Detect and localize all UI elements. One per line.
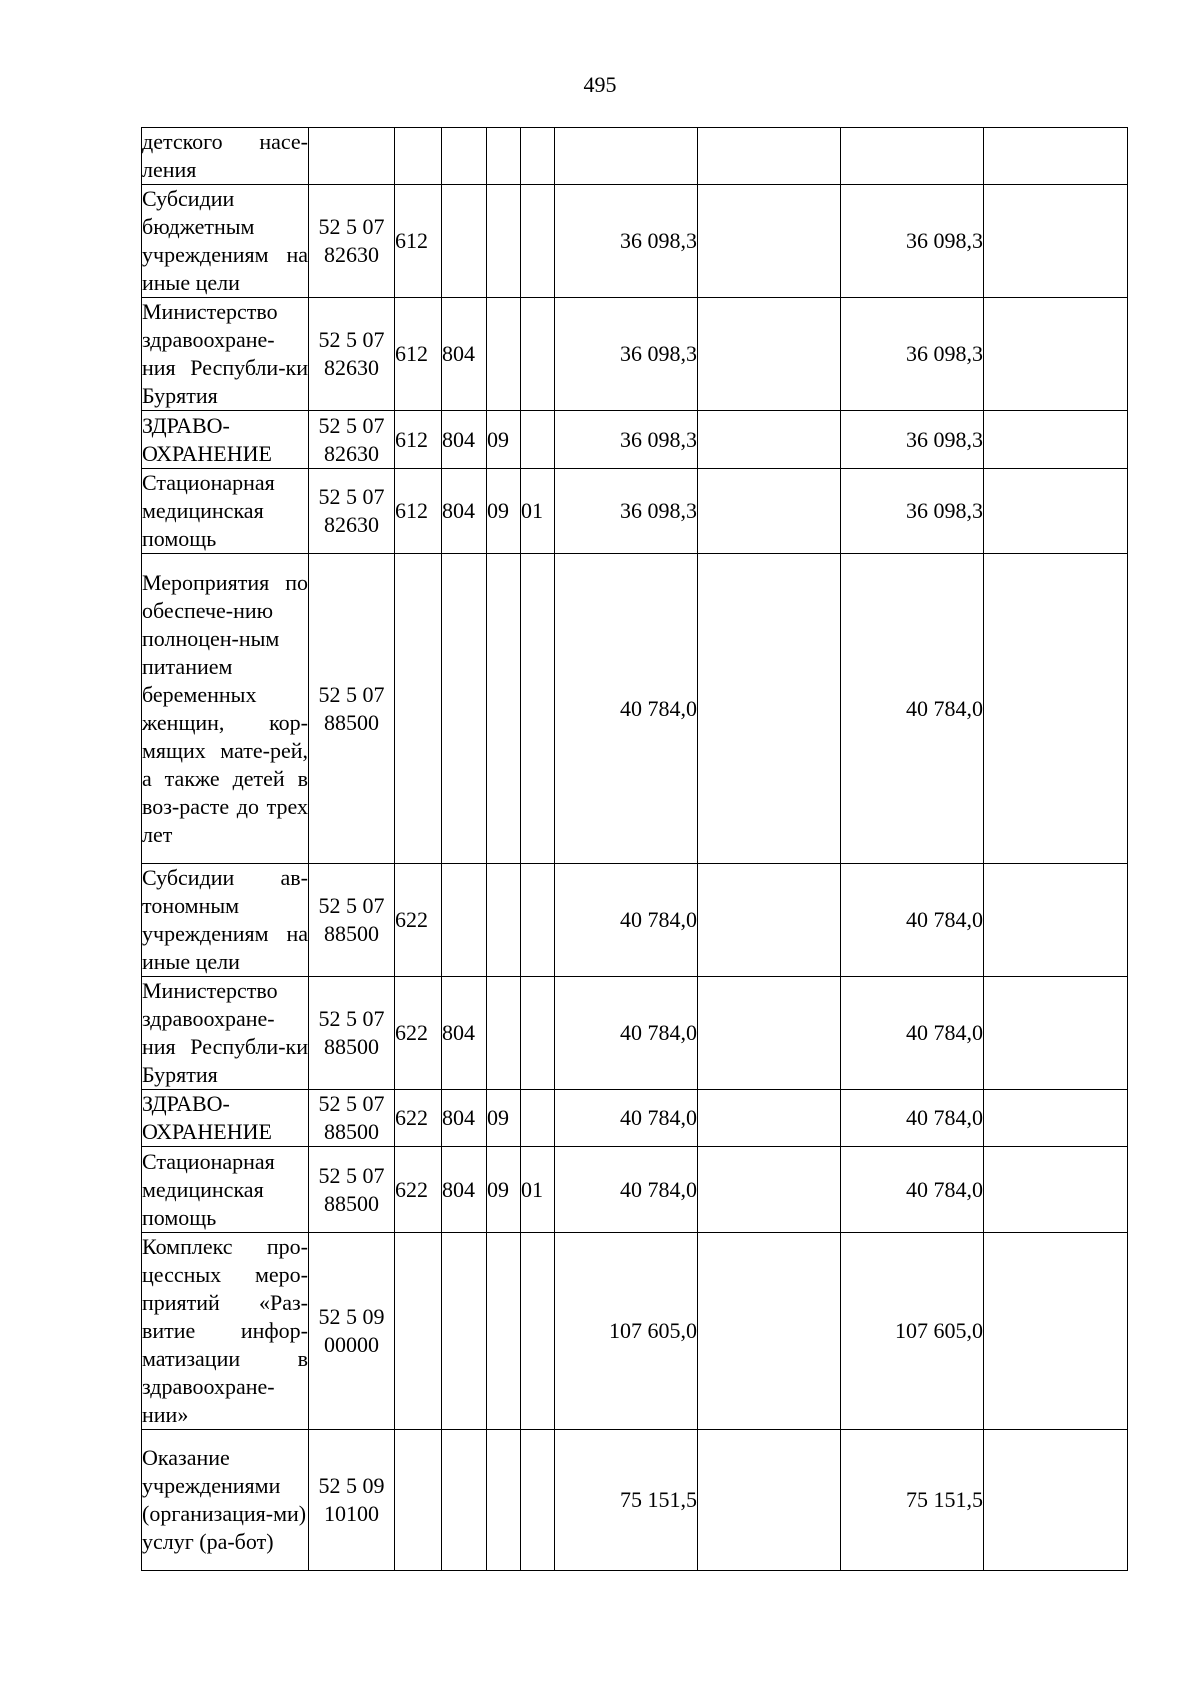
amount-col-2 [698,185,841,298]
amount-col-3: 40 784,0 [841,1147,984,1233]
grbs-code: 804 [442,977,487,1090]
table-row [142,977,1128,1090]
amount-total: 40 784,0 [555,1090,698,1147]
section-code [487,864,521,977]
expense-type-code [395,554,442,864]
grbs-code [442,1430,487,1571]
amount-total: 40 784,0 [555,977,698,1090]
row-name: Оказание учреждениями (организация-ми) услуг (ра-бот) [142,1430,309,1571]
subsection-code [521,864,555,977]
grbs-code [442,185,487,298]
grbs-code [442,554,487,864]
target-article-code: 52 5 07 82630 [309,411,395,469]
amount-col-4 [984,864,1128,977]
amount-col-3: 107 605,0 [841,1233,984,1430]
amount-col-4 [984,469,1128,554]
table-row [142,1090,1128,1147]
table-body [142,128,1128,1571]
amount-col-2 [698,298,841,411]
amount-total: 107 605,0 [555,1233,698,1430]
grbs-code: 804 [442,469,487,554]
expense-type-code [395,1430,442,1571]
amount-total: 40 784,0 [555,554,698,864]
row-name: Мероприятия по обеспече-нию полноцен-ным питанием беременных женщин, кор-мящих мате-рей, а также детей в воз-расте до трех лет [142,554,309,864]
table-row [142,1430,1128,1571]
expense-type-code [395,128,442,185]
grbs-code: 804 [442,298,487,411]
row-name: детского насе- ления [142,128,309,185]
target-article-code: 52 5 07 88500 [309,554,395,864]
table-row [142,554,1128,864]
amount-total: 40 784,0 [555,864,698,977]
amount-col-3: 40 784,0 [841,977,984,1090]
table-row [142,864,1128,977]
amount-total: 75 151,5 [555,1430,698,1571]
amount-col-4 [984,411,1128,469]
amount-col-4 [984,185,1128,298]
grbs-code [442,128,487,185]
section-code [487,185,521,298]
expense-type-code: 612 [395,298,442,411]
amount-col-3: 36 098,3 [841,185,984,298]
amount-col-4 [984,554,1128,864]
row-name: Стационарная медицинская помощь [142,469,309,554]
grbs-code [442,1233,487,1430]
amount-total: 36 098,3 [555,469,698,554]
amount-col-2 [698,1233,841,1430]
section-code: 09 [487,1147,521,1233]
section-code [487,298,521,411]
expense-type-code: 612 [395,411,442,469]
amount-col-3: 36 098,3 [841,411,984,469]
subsection-code: 01 [521,1147,555,1233]
subsection-code [521,1090,555,1147]
expense-type-code [395,1233,442,1430]
row-name: ЗДРАВО-ОХРАНЕНИЕ [142,411,309,469]
table-row [142,469,1128,554]
amount-col-2 [698,1147,841,1233]
amount-col-3: 36 098,3 [841,298,984,411]
amount-col-3: 40 784,0 [841,864,984,977]
subsection-code [521,1233,555,1430]
row-name: Стационарная медицинская помощь [142,1147,309,1233]
table-row [142,128,1128,185]
section-code: 09 [487,469,521,554]
amount-col-2 [698,469,841,554]
amount-col-2 [698,411,841,469]
grbs-code: 804 [442,411,487,469]
amount-col-2 [698,554,841,864]
section-code: 09 [487,411,521,469]
subsection-code [521,554,555,864]
expense-type-code: 622 [395,1090,442,1147]
target-article-code: 52 5 09 10100 [309,1430,395,1571]
amount-col-4 [984,1090,1128,1147]
table-row [142,298,1128,411]
row-name: Комплекс про-цессных меро-приятий «Раз-витие инфор-матизации в здравоохране-нии» [142,1233,309,1430]
subsection-code [521,977,555,1090]
amount-col-4 [984,298,1128,411]
expense-type-code: 622 [395,864,442,977]
section-code [487,1430,521,1571]
target-article-code: 52 5 09 00000 [309,1233,395,1430]
amount-col-4 [984,128,1128,185]
row-name: Министерство здравоохране-ния Республи-ки Бурятия [142,977,309,1090]
subsection-code [521,185,555,298]
target-article-code: 52 5 07 88500 [309,977,395,1090]
amount-col-4 [984,977,1128,1090]
budget-table [141,127,1128,1571]
section-code [487,128,521,185]
table-row [142,185,1128,298]
table-row [142,1147,1128,1233]
amount-total: 40 784,0 [555,1147,698,1233]
amount-col-3: 36 098,3 [841,469,984,554]
table-row [142,1233,1128,1430]
target-article-code: 52 5 07 88500 [309,1090,395,1147]
amount-col-3: 40 784,0 [841,1090,984,1147]
row-name: Субсидии ав-тономным учреждениям на иные цели [142,864,309,977]
amount-col-2 [698,864,841,977]
expense-type-code: 612 [395,469,442,554]
subsection-code [521,411,555,469]
target-article-code [309,128,395,185]
subsection-code [521,298,555,411]
target-article-code: 52 5 07 82630 [309,298,395,411]
section-code [487,554,521,864]
amount-col-4 [984,1147,1128,1233]
amount-col-2 [698,977,841,1090]
subsection-code [521,1430,555,1571]
amount-col-4 [984,1233,1128,1430]
amount-col-3 [841,128,984,185]
amount-col-2 [698,1430,841,1571]
section-code [487,977,521,1090]
amount-total [555,128,698,185]
subsection-code: 01 [521,469,555,554]
amount-total: 36 098,3 [555,185,698,298]
row-name: Министерство здравоохране-ния Республи-ки Бурятия [142,298,309,411]
grbs-code [442,864,487,977]
amount-col-4 [984,1430,1128,1571]
target-article-code: 52 5 07 88500 [309,1147,395,1233]
row-name: ЗДРАВО-ОХРАНЕНИЕ [142,1090,309,1147]
expense-type-code: 622 [395,1147,442,1233]
section-code: 09 [487,1090,521,1147]
target-article-code: 52 5 07 88500 [309,864,395,977]
page-number: 495 [583,72,617,97]
target-article-code: 52 5 07 82630 [309,469,395,554]
table-row [142,411,1128,469]
amount-col-2 [698,1090,841,1147]
expense-type-code: 622 [395,977,442,1090]
amount-col-2 [698,128,841,185]
subsection-code [521,128,555,185]
amount-total: 36 098,3 [555,411,698,469]
grbs-code: 804 [442,1147,487,1233]
row-name: Субсидии бюджетным учреждениям на иные цели [142,185,309,298]
amount-total: 36 098,3 [555,298,698,411]
grbs-code: 804 [442,1090,487,1147]
expense-type-code: 612 [395,185,442,298]
amount-col-3: 40 784,0 [841,554,984,864]
amount-col-3: 75 151,5 [841,1430,984,1571]
target-article-code: 52 5 07 82630 [309,185,395,298]
section-code [487,1233,521,1430]
